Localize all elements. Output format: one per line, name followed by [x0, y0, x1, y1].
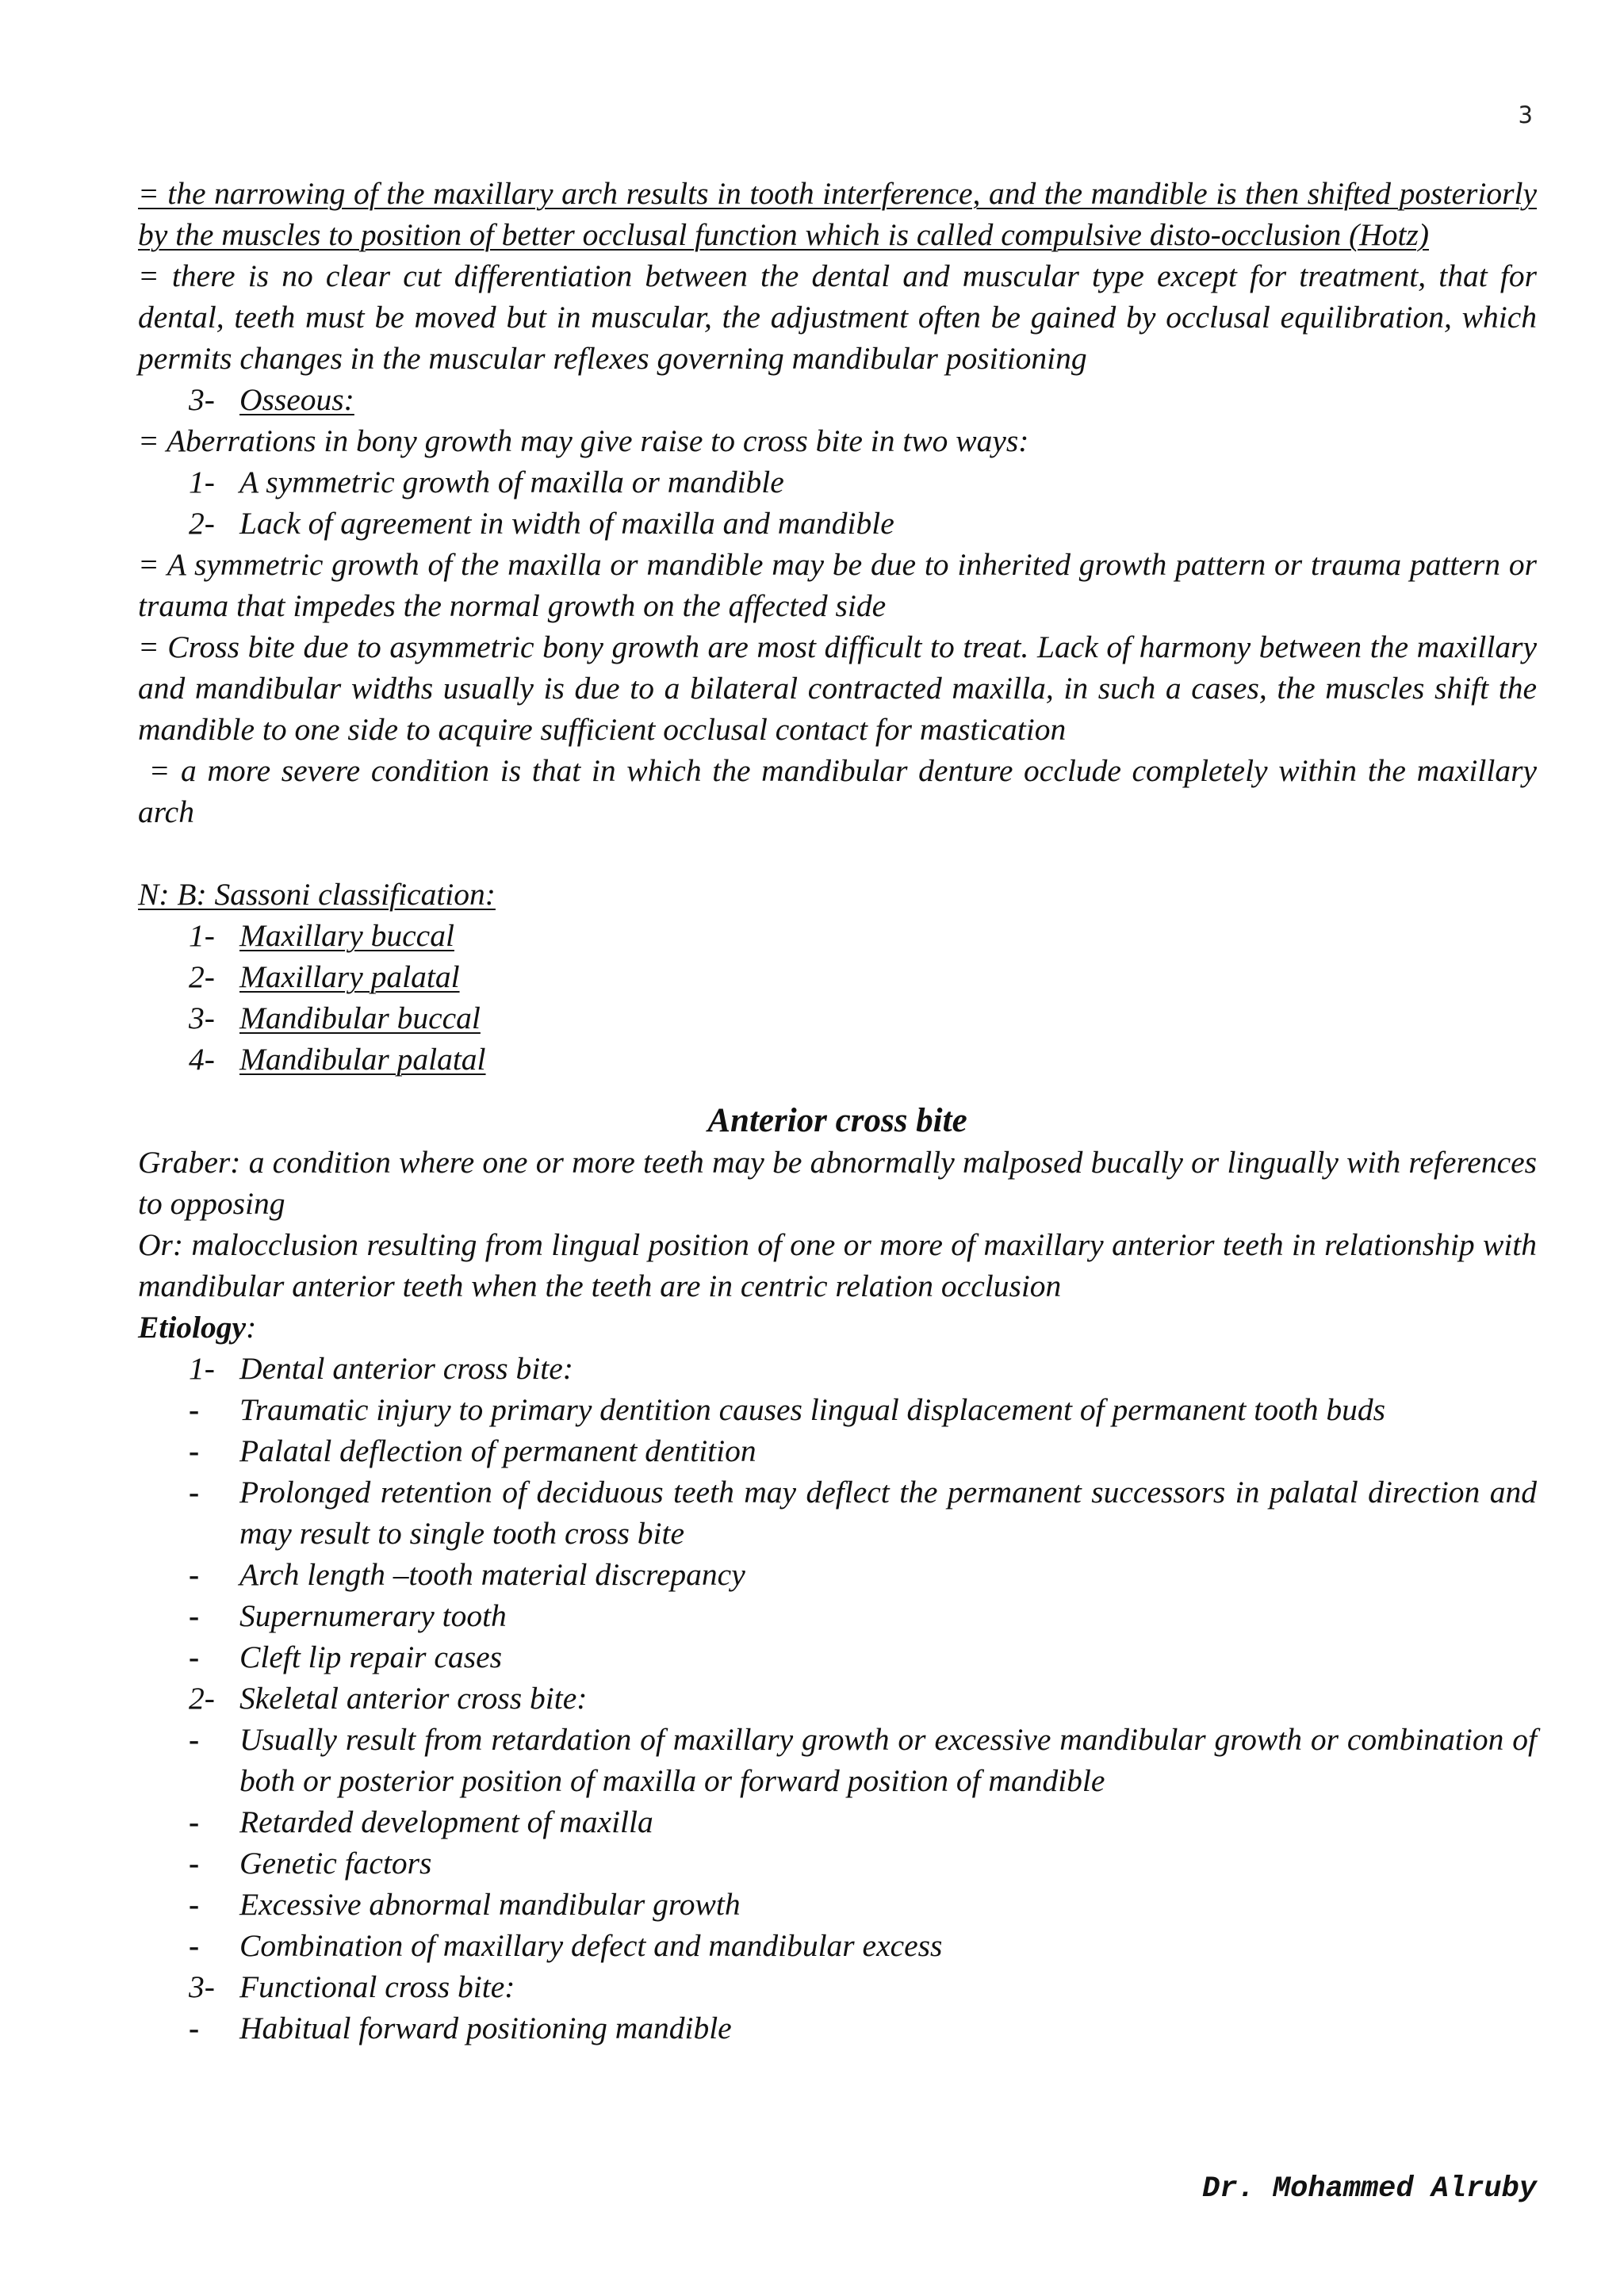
list-item-text: Skeletal anterior cross bite: [239, 1681, 588, 1716]
page-number: 3 [1518, 101, 1533, 128]
list-number: 1- [189, 1351, 215, 1386]
list-item-skeletal-heading [138, 1678, 1537, 1719]
list-item [138, 503, 1537, 544]
list-number: 2- [189, 506, 215, 541]
list-item-text: Genetic factors [239, 1846, 432, 1881]
list-item [138, 1636, 1537, 1678]
page-content [138, 173, 1545, 2049]
paragraph-differentiation: = there is no clear cut differentiation between the dental and muscular type except for treatment, that for dental, teeth must be moved but in muscular, the adjustment often be gained by occlusal equilibration, which permits changes in the muscular reflexes governing mandibular positioning [138, 258, 1537, 376]
paragraph-difficult-treat: = Cross bite due to asymmetric bony growth are most difficult to treat. Lack of harmony between the maxillary and mandibular widths usually is due to a bilateral contracted maxilla, in such a cases, the muscles shift the mandible to one side to acquire sufficient occlusal contact for mastication [138, 629, 1537, 747]
paragraph-or-definition: Or: malocclusion resulting from lingual position of one or more of maxillary anterior teeth in relationship with mandibular anterior teeth when the teeth are in centric relation occlusion [138, 1227, 1537, 1303]
list-number: 2- [189, 959, 215, 994]
bullet-dash: - [189, 1433, 200, 1468]
list-item-text: Supernumerary tooth [239, 1598, 507, 1633]
bullet-dash: - [189, 2011, 200, 2045]
sassoni-title-row [138, 874, 1537, 915]
sassoni-list [138, 915, 1537, 1080]
list-item [138, 1471, 1537, 1554]
bullet-dash: - [189, 1475, 200, 1510]
list-item-text: Excessive abnormal mandibular growth [239, 1887, 741, 1922]
list-item-dental-heading [138, 1348, 1537, 1389]
list-item-text: Usually result from retardation of maxillary growth or excessive mandibular growth or combination of both or posterior position of maxilla or forward position of mandible [239, 1722, 1537, 1798]
list-item [138, 2007, 1537, 2049]
list-number: 2- [189, 1681, 215, 1716]
paragraph-hotz: = the narrowing of the maxillary arch results in tooth interference, and the mandible is then shifted posteriorly by the muscles to position of better occlusal function which is called compulsive disto-occlusion (Hotz) [138, 176, 1537, 252]
list-item-text: A symmetric growth of maxilla or mandible [239, 465, 784, 499]
list-number: 1- [189, 465, 215, 499]
list-number: 3- [189, 382, 215, 417]
list-item [138, 461, 1537, 503]
list-item-text: Maxillary buccal [239, 918, 454, 953]
paragraph-aberrations: = Aberrations in bony growth may give raise to cross bite in two ways: [138, 423, 1029, 458]
list-item-text: Combination of maxillary defect and mandibular excess [239, 1928, 943, 1963]
list-item [138, 1430, 1537, 1471]
bullet-dash: - [189, 1928, 200, 1963]
list-item [138, 1843, 1537, 1884]
etiology-colon: : [246, 1310, 257, 1345]
osseous-title: Osseous: [239, 382, 354, 417]
section-heading-anterior-cross-bite: Anterior cross bite [707, 1102, 967, 1139]
author-footer: Dr. Mohammed Alruby [1202, 2172, 1537, 2206]
spacer [138, 832, 1537, 874]
list-item [138, 915, 1537, 956]
list-number: 3- [189, 1969, 215, 2004]
osseous-heading [138, 379, 1537, 420]
list-item [138, 1554, 1537, 1595]
list-item-text: Functional cross bite: [239, 1969, 515, 2004]
bullet-dash: - [189, 1640, 200, 1674]
list-item-text: Retarded development of maxilla [239, 1804, 653, 1839]
list-item [138, 1389, 1537, 1430]
list-item-text: Mandibular buccal [239, 1001, 481, 1035]
etiology-list [138, 1348, 1537, 2049]
osseous-ways-list [138, 461, 1537, 544]
list-item [138, 1801, 1537, 1843]
bullet-dash: - [189, 1722, 200, 1757]
bullet-dash: - [189, 1598, 200, 1633]
paragraph-severe-condition: = a more severe condition is that in which the mandibular denture occlude completely within the maxillary arch [138, 753, 1545, 829]
list-item-text: Dental anterior cross bite: [239, 1351, 573, 1386]
etiology-heading [138, 1307, 1537, 1348]
list-item [138, 1884, 1537, 1925]
bullet-dash: - [189, 1846, 200, 1881]
list-item [138, 1039, 1537, 1080]
list-number: 3- [189, 1001, 215, 1035]
list-item-text: Habitual forward positioning mandible [239, 2011, 732, 2045]
list-item-text: Prolonged retention of deciduous teeth may deflect the permanent successors in palatal direction and may result to single tooth cross bite [239, 1475, 1537, 1551]
list-item-text: Arch length –tooth material discrepancy [239, 1557, 745, 1592]
bullet-dash: - [189, 1804, 200, 1839]
list-item [138, 997, 1537, 1039]
list-item-text: Traumatic injury to primary dentition causes lingual displacement of permanent tooth buds [239, 1392, 1385, 1427]
bullet-dash: - [189, 1557, 200, 1592]
list-item-text: Maxillary palatal [239, 959, 460, 994]
list-item-text: Palatal deflection of permanent dentition [239, 1433, 756, 1468]
list-item-functional-heading [138, 1966, 1537, 2007]
sassoni-title: N: B: Sassoni classification: [138, 877, 496, 912]
list-number: 4- [189, 1042, 215, 1077]
bullet-dash: - [189, 1392, 200, 1427]
list-item-text: Cleft lip repair cases [239, 1640, 502, 1674]
list-item [138, 1595, 1537, 1636]
paragraph-symmetric-growth: = A symmetric growth of the maxilla or mandible may be due to inherited growth pattern or trauma pattern or trauma that impedes the normal growth on the affected side [138, 547, 1537, 623]
bullet-dash: - [189, 1887, 200, 1922]
etiology-label: Etiology [138, 1310, 247, 1345]
paragraph-graber-definition: Graber: a condition where one or more teeth may be abnormally malposed bucally or lingually with references to opposing [138, 1145, 1537, 1221]
list-item [138, 1719, 1537, 1801]
list-number: 1- [189, 918, 215, 953]
list-item [138, 1925, 1537, 1966]
list-item [138, 956, 1537, 997]
list-item-text: Lack of agreement in width of maxilla and mandible [239, 506, 894, 541]
list-item-text: Mandibular palatal [239, 1042, 486, 1077]
